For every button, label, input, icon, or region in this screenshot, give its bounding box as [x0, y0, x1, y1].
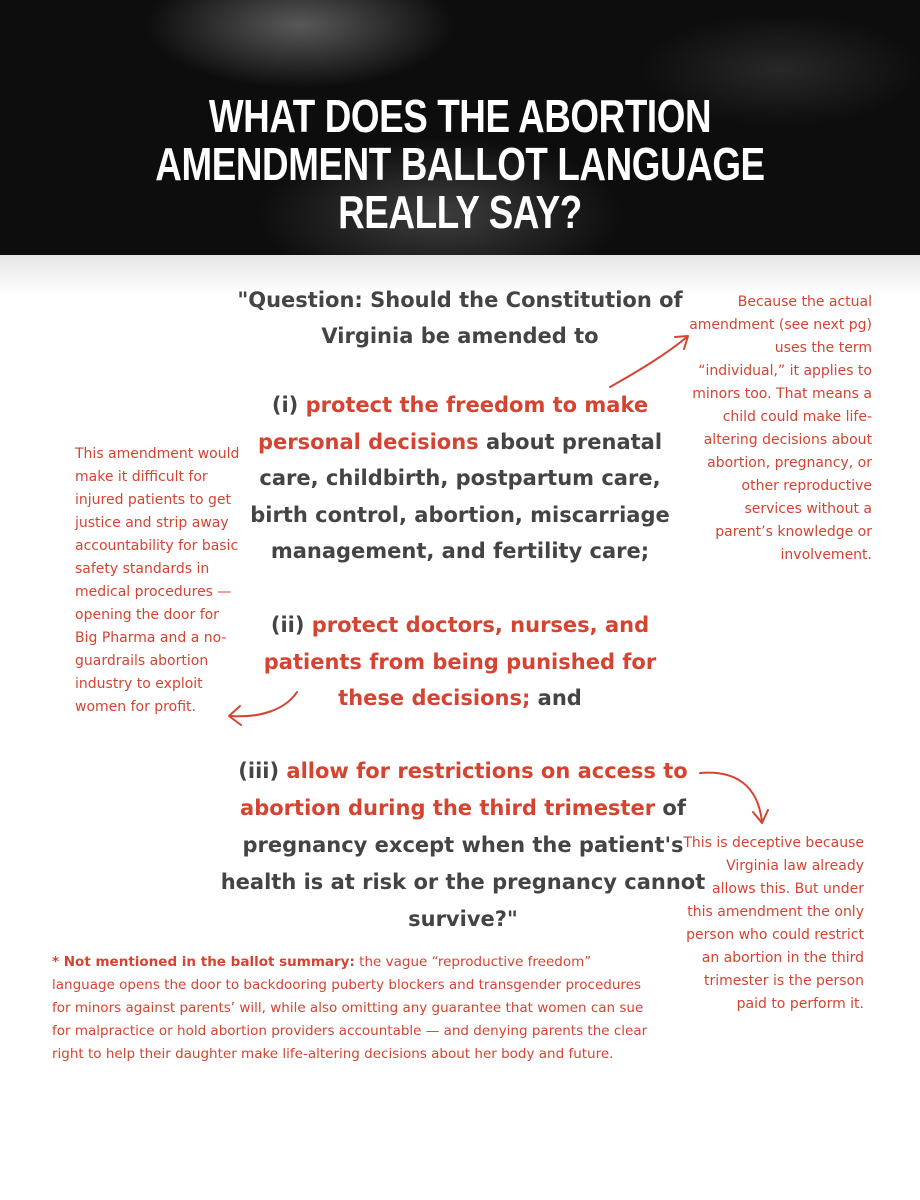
annotation-accountability: This amendment would make it difficult for injured patients to get justice and strip away accountability for basic safety standards in medical procedures — opening the door for Big Pharma and a no-guardrails abortion industry to exploit women for profit.: [75, 446, 240, 715]
arrow-to-accountability-note-icon: [230, 692, 297, 716]
arrow-to-third-trimester-note-icon: [700, 773, 762, 822]
item-ii-rest: and: [530, 686, 582, 710]
annotation-minors: Because the actual amendment (see next pg) uses the term “individual,” it applies to minors too. That means a child could make life-altering decisions about abortion, pregnancy, or other reproductive services without a parent’s knowledge or involvement.: [689, 294, 872, 563]
item-iii-highlight: allow for restrictions on access to abortion during the third trimester: [240, 759, 688, 820]
ballot-question-intro: "Question: Should the Constitution of Virginia be amended to: [237, 288, 683, 348]
item-i-highlight: protect the freedom to make personal decisions: [257, 393, 649, 454]
item-ii-prefix: (ii): [270, 613, 312, 637]
footnote-lead: * Not mentioned in the ballot summary:: [52, 954, 355, 970]
annotation-third-trimester: This is deceptive because Virginia law already allows this. But under this amendment the only person who could restrict an abortion in the third trimester is the person paid to perform it.: [683, 835, 864, 1012]
page-title: WHAT DOES THE ABORTION AMENDMENT BALLOT LANGUAGE REALLY SAY?: [155, 90, 765, 238]
item-i-rest: about prenatal care, childbirth, postpartum care, birth control, abortion, miscarriage management, and fertility care;: [250, 429, 670, 563]
footnote-text: the vague “reproductive freedom” language opens the door to backdooring puberty blockers and transgender procedures for minors against parents’ will, while also omitting any guarantee that women can sue for malpractice or hold abortion providers accountable — and denying parents the clear right to help their daughter make life-altering decisions about her body and future.: [52, 954, 648, 1062]
item-i-prefix: (i): [271, 393, 306, 417]
item-iii-rest: of pregnancy except when the patient's health is at risk or the pregnancy cannot survive?": [220, 796, 706, 931]
item-iii-prefix: (iii): [238, 759, 287, 783]
arrow-to-minors-note-icon: [610, 337, 687, 387]
item-ii-highlight: protect doctors, nurses, and patients from being punished for these decisions;: [263, 613, 657, 710]
